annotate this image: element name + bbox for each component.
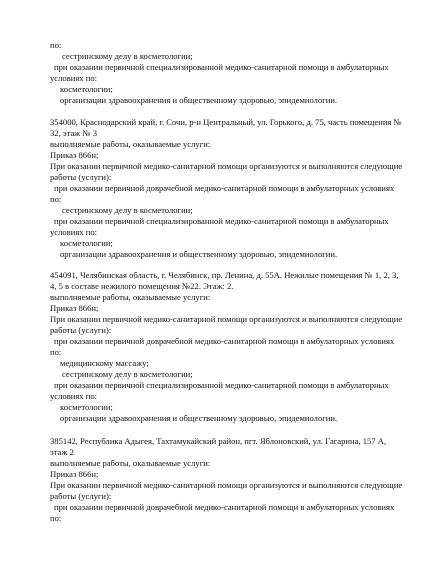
address-line: 385142, Республика Адыгея, Тахтамукайский район, пгт. Яблоновский, ул. Гагарина, 157 А, <box>50 436 387 446</box>
text-line: При оказании первичной медико-санитарной помощи организуются и выполняются следующие <box>50 314 403 324</box>
text-line: при оказании первичной специализированной медико-санитарной помощи в амбулаторных <box>54 380 389 390</box>
text-line: при оказании первичной доврачебной медико-санитарной помощи в амбулаторных условиях <box>54 336 395 346</box>
text-line: при оказании первичной доврачебной медико-санитарной помощи в амбулаторных условиях <box>54 502 395 512</box>
text-line: условиях по: <box>50 391 98 401</box>
address-line: 4, 5 в составе нежилого помещения №22. Этаж: 2. <box>50 281 234 291</box>
text-line: медицинскому массажу; <box>60 358 149 368</box>
text-line: При оказании первичной медико-санитарной помощи организуются и выполняются следующие <box>50 161 403 171</box>
text-line: Приказ 866н; <box>50 150 99 160</box>
address-line: 354000, Краснодарский край, г. Сочи, р-н Центральный, ул. Горького, д. 75, часть помещения № <box>50 117 402 127</box>
address-line: 32, этаж № 3 <box>50 128 97 138</box>
text-line: сестринскому делу в косметологии; <box>62 51 193 61</box>
text-line: При оказании первичной медико-санитарной помощи организуются и выполняются следующие <box>50 480 403 490</box>
text-line: выполняемые работы, оказываемые услуги: <box>50 292 211 302</box>
text-line: условиях по: <box>50 73 98 83</box>
text-line: Приказ 866н; <box>50 469 99 479</box>
text-line: по: <box>50 347 62 357</box>
address-line: 454091, Челябинская область, г. Челябинск, пр. Ленина, д. 55А. Нежилые помещения № 1, 2, 3, <box>50 270 399 280</box>
text-line: косметологии; <box>60 238 113 248</box>
text-line: сестринскому делу в косметологии; <box>62 205 193 215</box>
text-line: косметологии; <box>60 84 113 94</box>
text-line: при оказании первичной доврачебной медико-санитарной помощи в амбулаторных условиях <box>54 183 395 193</box>
text-line: работы (услуги): <box>50 491 112 501</box>
text-line: выполняемые работы, оказываемые услуги: <box>50 458 211 468</box>
text-line: по: <box>50 40 62 50</box>
text-line: выполняемые работы, оказываемые услуги: <box>50 139 211 149</box>
address-line: этаж 2 <box>50 447 74 457</box>
text-line: при оказании первичной специализированной медико-санитарной помощи в амбулаторных <box>54 62 389 72</box>
text-line: по: <box>50 194 62 204</box>
text-line: организации здравоохранения и общественному здоровью, эпидемиологии. <box>60 249 338 259</box>
text-line: организации здравоохранения и общественному здоровью, эпидемиологии. <box>60 95 338 105</box>
text-line: работы (услуги): <box>50 325 112 335</box>
text-line: условиях по: <box>50 227 98 237</box>
text-line: косметологии; <box>60 402 113 412</box>
text-line: организации здравоохранения и общественному здоровью, эпидемиологии. <box>60 413 338 423</box>
text-line: по: <box>50 513 62 523</box>
text-line: при оказании первичной специализированной медико-санитарной помощи в амбулаторных <box>54 216 389 226</box>
text-line: работы (услуги): <box>50 172 112 182</box>
text-line: сестринскому делу в косметологии; <box>62 369 193 379</box>
text-line: Приказ 866н; <box>50 303 99 313</box>
